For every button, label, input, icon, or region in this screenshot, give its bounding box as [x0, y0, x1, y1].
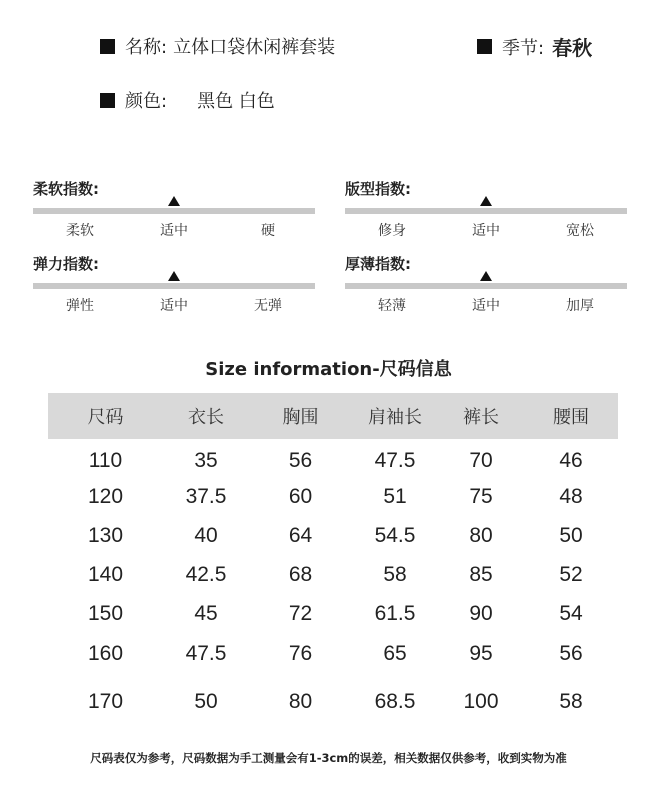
- table-cell: 52: [559, 563, 583, 586]
- size-table: [48, 393, 618, 731]
- table-cell: 68.5: [374, 690, 416, 713]
- scale-tick-mid: 适中: [472, 223, 500, 239]
- table-row: [48, 593, 618, 635]
- scale-tick-mid: 适中: [160, 223, 188, 239]
- table-cell: 61.5: [374, 602, 416, 625]
- table-cell: 160: [87, 642, 124, 665]
- table-cell: 35: [194, 449, 218, 472]
- scale-tick-high: 加厚: [566, 298, 594, 314]
- scale-title: 弹力指数:: [33, 255, 99, 273]
- header-cell: 胸围: [282, 407, 319, 428]
- table-cell: 72: [288, 602, 313, 625]
- table-cell: 75: [469, 485, 493, 508]
- table-cell: 50: [194, 690, 218, 713]
- table-row: [48, 635, 618, 673]
- table-cell: 45: [194, 602, 218, 625]
- table-cell: 76: [288, 642, 313, 665]
- table-cell: 58: [383, 563, 407, 586]
- table-cell: 95: [469, 642, 493, 665]
- scale-marker-icon: [480, 271, 492, 281]
- table-cell: 58: [559, 690, 583, 713]
- season-label: 季节:: [502, 37, 545, 59]
- bullet-square-icon: [100, 93, 115, 108]
- size-footnote: 尺码表仅为参考，尺码数据为手工测量会有1-3cm的误差，相关数据仅供参考，收到实物为准: [90, 751, 567, 765]
- scale-tick-high: 宽松: [566, 223, 594, 239]
- table-cell: 120: [87, 485, 124, 508]
- table-cell: 140: [87, 563, 124, 586]
- scale-title: 柔软指数:: [33, 180, 99, 198]
- scale-tick-high: 无弹: [254, 298, 282, 314]
- table-cell: 85: [469, 563, 493, 586]
- table-cell: 130: [87, 524, 124, 547]
- color-label: 颜色:: [125, 91, 168, 112]
- table-cell: 50: [559, 524, 583, 547]
- header-cell: 裤长: [463, 407, 499, 428]
- color-line: [100, 87, 275, 113]
- scale-tick-low: 修身: [378, 223, 406, 239]
- scale-marker-icon: [168, 196, 180, 206]
- header-cell: 腰围: [553, 407, 589, 428]
- table-cell: 80: [288, 690, 313, 713]
- header-cell: 尺码: [87, 407, 124, 428]
- table-cell: 47.5: [374, 449, 416, 472]
- table-row: [48, 443, 618, 479]
- header-cell: 肩袖长: [368, 407, 422, 428]
- scale-tick-low: 弹性: [66, 298, 94, 314]
- table-cell: 40: [194, 524, 218, 547]
- scale-bar: [33, 283, 315, 289]
- bullet-square-icon: [477, 39, 492, 54]
- table-cell: 37.5: [185, 485, 227, 508]
- scale-tick-low: 柔软: [66, 223, 94, 239]
- scale-bar: [345, 208, 627, 214]
- table-row: [48, 673, 618, 731]
- table-cell: 56: [559, 642, 583, 665]
- color-value: 黑色 白色: [197, 91, 275, 112]
- size-table-header: [48, 393, 618, 439]
- scale-tick-low: 轻薄: [378, 298, 406, 314]
- table-cell: 51: [383, 485, 407, 508]
- header-cell: 衣长: [188, 407, 224, 428]
- table-cell: 64: [288, 524, 313, 547]
- size-table-title: Size information-尺码信息: [205, 359, 452, 380]
- table-row: [48, 479, 618, 515]
- table-cell: 65: [383, 642, 407, 665]
- table-row: [48, 557, 618, 593]
- scale-marker-icon: [168, 271, 180, 281]
- table-cell: 68: [288, 563, 313, 586]
- table-cell: 56: [288, 449, 313, 472]
- table-cell: 170: [87, 690, 124, 713]
- table-cell: 47.5: [185, 642, 227, 665]
- table-cell: 80: [469, 524, 493, 547]
- table-cell: 54: [559, 602, 583, 625]
- scale-title: 厚薄指数:: [345, 255, 411, 273]
- table-cell: 110: [88, 449, 123, 472]
- table-cell: 150: [87, 602, 124, 625]
- table-cell: 46: [559, 449, 583, 472]
- scale-tick-high: 硬: [261, 223, 275, 239]
- scale-bar: [345, 283, 627, 289]
- table-cell: 48: [559, 485, 583, 508]
- season-value: 春秋: [552, 36, 593, 60]
- bullet-square-icon: [100, 39, 115, 54]
- table-cell: 60: [288, 485, 313, 508]
- table-cell: 54.5: [374, 524, 416, 547]
- scale-marker-icon: [480, 196, 492, 206]
- season-line: [477, 32, 592, 61]
- scale-bar: [33, 208, 315, 214]
- product-name-line: [100, 33, 335, 59]
- table-cell: 100: [463, 690, 499, 713]
- scale-title: 版型指数:: [345, 180, 411, 198]
- scale-tick-mid: 适中: [160, 298, 188, 314]
- product-name-value: 立体口袋休闲裤套装: [173, 37, 336, 58]
- table-cell: 90: [469, 602, 493, 625]
- table-row: [48, 515, 618, 557]
- table-cell: 70: [469, 449, 493, 472]
- product-name-label: 名称:: [125, 37, 168, 58]
- table-cell: 42.5: [185, 563, 227, 586]
- scale-tick-mid: 适中: [472, 298, 500, 314]
